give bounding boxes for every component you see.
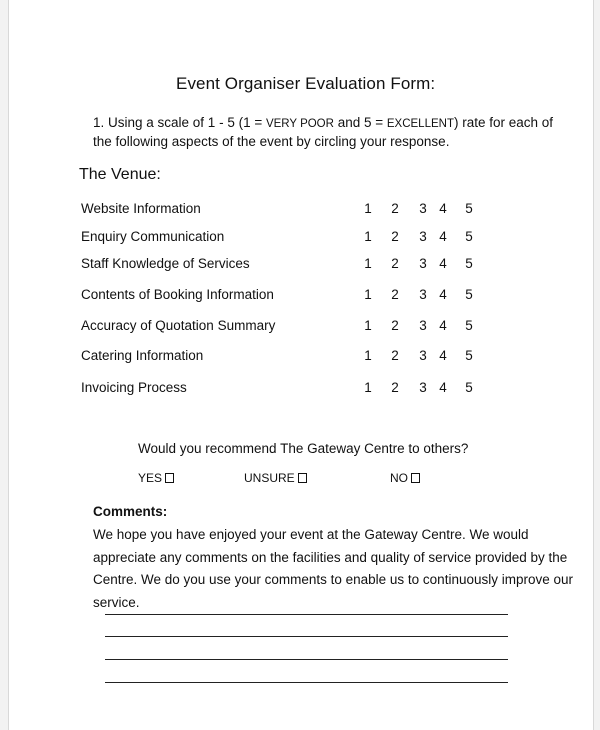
rating-option-1[interactable]: 1 xyxy=(364,380,372,395)
rating-option-5[interactable]: 5 xyxy=(465,380,473,395)
rating-option-2[interactable]: 2 xyxy=(391,287,399,302)
recommend-unsure-option[interactable] xyxy=(244,471,307,485)
form-page xyxy=(8,0,594,730)
rating-option-2[interactable]: 2 xyxy=(391,229,399,244)
rating-option-3[interactable]: 3 xyxy=(419,318,427,333)
rating-row-label: Website Information xyxy=(81,201,201,216)
very-poor-label: VERY POOR xyxy=(265,118,334,130)
rating-option-2[interactable]: 2 xyxy=(391,256,399,271)
instruction-part-3: ) rate for each of the following aspects of the event by circling your response. xyxy=(93,115,554,149)
rating-option-5[interactable]: 5 xyxy=(465,229,473,244)
rating-row-staff-knowledge xyxy=(81,256,501,276)
rating-row-enquiry-communication xyxy=(81,229,501,249)
rating-option-1[interactable]: 1 xyxy=(364,348,372,363)
no-label: NO xyxy=(390,471,408,485)
rating-row-website-information xyxy=(81,201,501,221)
rating-row-invoicing-process xyxy=(81,380,501,400)
excellent-label: EXCELLENT xyxy=(386,118,454,130)
unsure-label: UNSURE xyxy=(244,471,295,485)
rating-row-quotation-summary xyxy=(81,318,501,338)
rating-option-5[interactable]: 5 xyxy=(465,256,473,271)
rating-row-label: Catering Information xyxy=(81,348,204,363)
rating-option-1[interactable]: 1 xyxy=(364,256,372,271)
no-checkbox[interactable] xyxy=(411,473,420,483)
rating-row-catering-information xyxy=(81,348,501,368)
rating-row-label: Invoicing Process xyxy=(81,380,187,395)
rating-option-3[interactable]: 3 xyxy=(419,201,427,216)
rating-option-4[interactable]: 4 xyxy=(439,256,447,271)
rating-row-label: Enquiry Communication xyxy=(81,229,225,244)
comment-line-4[interactable] xyxy=(105,682,508,683)
rating-row-label: Contents of Booking Information xyxy=(81,287,274,302)
recommend-question: Would you recommend The Gateway Centre to others? xyxy=(138,441,469,456)
rating-option-1[interactable]: 1 xyxy=(364,287,372,302)
rating-option-2[interactable]: 2 xyxy=(391,348,399,363)
rating-option-3[interactable]: 3 xyxy=(419,229,427,244)
comment-line-3[interactable] xyxy=(105,659,508,660)
rating-option-1[interactable]: 1 xyxy=(364,229,372,244)
rating-option-5[interactable]: 5 xyxy=(465,287,473,302)
rating-option-4[interactable]: 4 xyxy=(439,348,447,363)
rating-option-4[interactable]: 4 xyxy=(439,229,447,244)
rating-option-3[interactable]: 3 xyxy=(419,287,427,302)
rating-option-4[interactable]: 4 xyxy=(439,287,447,302)
unsure-checkbox[interactable] xyxy=(298,473,307,483)
rating-row-label: Staff Knowledge of Services xyxy=(81,256,250,271)
comment-line-1[interactable] xyxy=(105,614,508,615)
rating-row-booking-information xyxy=(81,287,501,307)
instruction-part-2: and 5 = xyxy=(333,115,387,130)
rating-instruction xyxy=(93,114,573,150)
rating-option-2[interactable]: 2 xyxy=(391,201,399,216)
comments-text: We hope you have enjoyed your event at the Gateway Centre. We would appreciate any comments on the facilities and quality of service provided by the Centre. We do you use your comments to enable us to continuously improve our service. xyxy=(93,527,574,610)
form-title: Event Organiser Evaluation Form: xyxy=(176,74,436,93)
yes-label: YES xyxy=(138,471,163,485)
comments-heading: Comments: xyxy=(93,504,168,519)
instruction-part-1: 1. Using a scale of 1 - 5 (1 = xyxy=(93,115,266,130)
recommend-yes-option[interactable] xyxy=(138,471,174,485)
rating-option-1[interactable]: 1 xyxy=(364,318,372,333)
rating-option-2[interactable]: 2 xyxy=(391,318,399,333)
rating-option-5[interactable]: 5 xyxy=(465,348,473,363)
rating-option-3[interactable]: 3 xyxy=(419,380,427,395)
rating-option-3[interactable]: 3 xyxy=(419,256,427,271)
rating-option-5[interactable]: 5 xyxy=(465,201,473,216)
rating-row-label: Accuracy of Quotation Summary xyxy=(81,318,276,333)
rating-option-2[interactable]: 2 xyxy=(391,380,399,395)
rating-option-1[interactable]: 1 xyxy=(364,201,372,216)
rating-option-4[interactable]: 4 xyxy=(439,201,447,216)
yes-checkbox[interactable] xyxy=(165,473,174,483)
rating-option-4[interactable]: 4 xyxy=(439,380,447,395)
rating-option-5[interactable]: 5 xyxy=(465,318,473,333)
comment-line-2[interactable] xyxy=(105,636,508,637)
rating-option-3[interactable]: 3 xyxy=(419,348,427,363)
venue-heading: The Venue: xyxy=(79,166,161,183)
recommend-no-option[interactable] xyxy=(390,471,420,485)
rating-option-4[interactable]: 4 xyxy=(439,318,447,333)
